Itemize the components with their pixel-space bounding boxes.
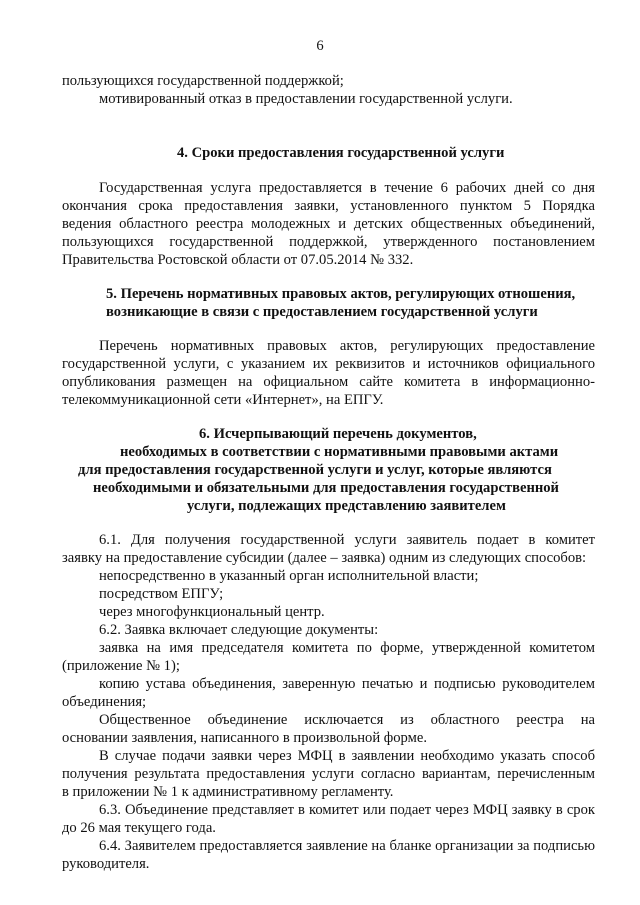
paragraph-line: телекоммуникационной сети «Интернет», на ЕПГУ. [62, 392, 384, 408]
paragraph-line: ведения областного реестра молодежных и детских общественных объединений, [62, 216, 595, 232]
paragraph-line: 6.2. Заявка включает следующие документы: [99, 622, 379, 638]
paragraph-line: основании заявления, написанного в произвольной форме. [62, 730, 427, 746]
paragraph-line: заявку на предоставление субсидии (далее – заявка) одним из следующих способов: [62, 550, 587, 566]
section-heading: для предоставления государственной услуги и услуг, которые являются [78, 462, 552, 478]
paragraph-line: окончания срока предоставления заявки, установленного пунктом 5 Порядка [62, 198, 595, 214]
page-number: 6 [316, 38, 324, 54]
paragraph-line: копию устава объединения, заверенную печатью и подписью руководителем [99, 676, 595, 692]
text-line: пользующихся государственной поддержкой; [62, 73, 344, 89]
paragraph-line: посредством ЕПГУ; [99, 586, 224, 602]
paragraph-line: опубликования размещен на официальном сайте комитета в информационно- [62, 374, 595, 390]
section-heading: необходимыми и обязательными для предоставления государственной [93, 480, 559, 496]
paragraph-line: получения результата предоставления услуги согласно вариантам, перечисленным [62, 766, 595, 782]
paragraph-line: государственной услуги, с указанием их реквизитов и источников официального [62, 356, 595, 372]
paragraph-line: Общественное объединение исключается из областного реестра на [99, 712, 595, 728]
paragraph-line: непосредственно в указанный орган исполнительной власти; [99, 568, 479, 584]
paragraph-line: 6.3. Объединение представляет в комитет или подает через МФЦ заявку в срок [99, 802, 595, 818]
paragraph-line: через многофункциональный центр. [99, 604, 325, 620]
section-heading: 4. Сроки предоставления государственной услуги [177, 145, 505, 161]
paragraph-line: В случае подачи заявки через МФЦ в заявлении необходимо указать способ [99, 748, 595, 764]
paragraph-line: объединения; [62, 694, 147, 710]
paragraph-line: руководителя. [62, 856, 150, 872]
paragraph-line: пользующихся государственной поддержкой, утвержденного постановлением [62, 234, 595, 250]
paragraph-line: (приложение № 1); [62, 658, 180, 674]
section-heading: 5. Перечень нормативных правовых актов, регулирующих отношения, [106, 286, 576, 302]
paragraph-line: Правительства Ростовской области от 07.05.2014 № 332. [62, 252, 414, 268]
paragraph-line: Государственная услуга предоставляется в течение 6 рабочих дней со дня [99, 180, 595, 196]
paragraph-line: 6.1. Для получения государственной услуги заявитель подает в комитет [99, 532, 595, 548]
paragraph-line: до 26 мая текущего года. [62, 820, 216, 836]
section-heading: возникающие в связи с предоставлением государственной услуги [106, 304, 538, 320]
paragraph-line: в приложении № 1 к административному регламенту. [62, 784, 394, 800]
section-heading: необходимых в соответствии с нормативными правовыми актами [120, 444, 559, 460]
text-line: мотивированный отказ в предоставлении государственной услуги. [99, 91, 513, 107]
paragraph-line: Перечень нормативных правовых актов, регулирующих предоставление [99, 338, 595, 354]
section-heading: услуги, подлежащих представлению заявителем [187, 498, 506, 514]
paragraph-line: заявка на имя председателя комитета по форме, утвержденной комитетом [99, 640, 595, 656]
paragraph-line: 6.4. Заявителем предоставляется заявление на бланке организации за подписью [99, 838, 595, 854]
section-heading: 6. Исчерпывающий перечень документов, [199, 426, 477, 442]
